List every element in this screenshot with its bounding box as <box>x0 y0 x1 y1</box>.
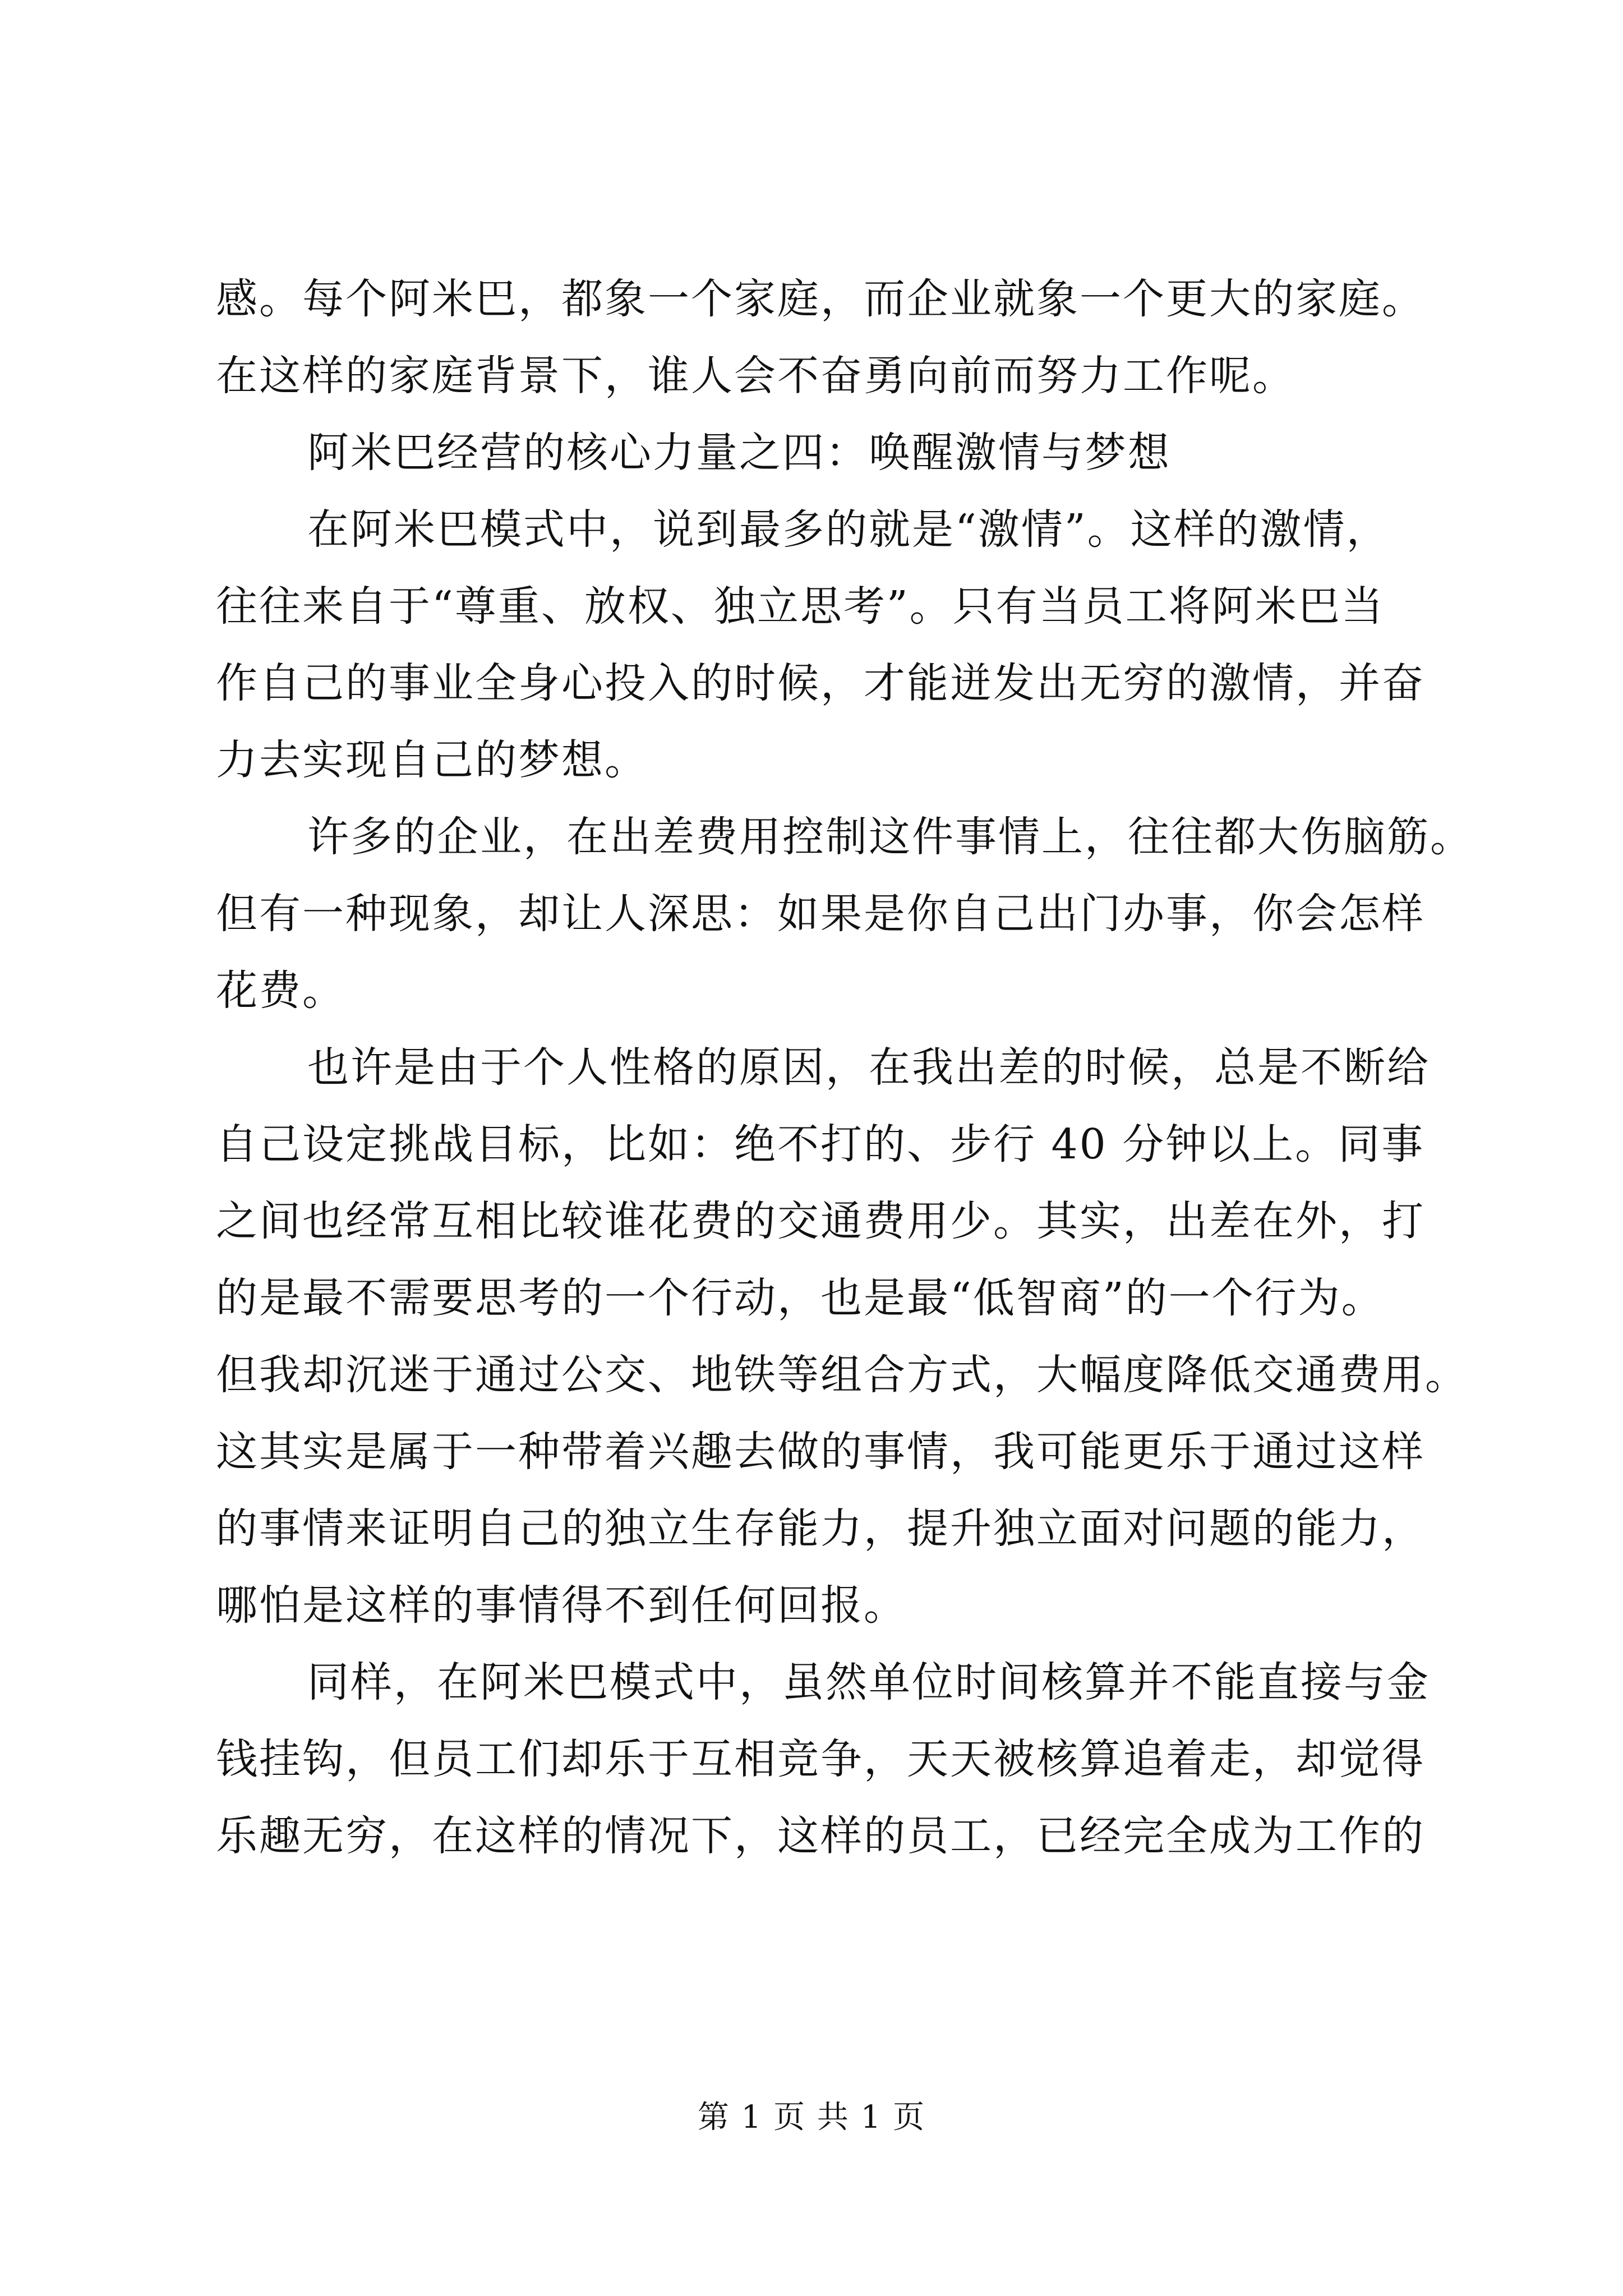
text-line: 的是最不需要思考的一个行动，也是最“低智商”的一个行为。 <box>216 1274 1385 1322</box>
text-line: 同样，在阿米巴模式中，虽然单位时间核算并不能直接与金 <box>307 1658 1430 1706</box>
text-line: 但有一种现象，却让人深思：如果是你自己出门办事，你会怎样 <box>216 890 1425 938</box>
text-line: 的事情来证明自己的独立生存能力，提升独立面对问题的能力， <box>216 1504 1425 1553</box>
body-text <box>216 261 1473 1875</box>
text-line: 之间也经常互相比较谁花费的交通费用少。其实，出差在外，打 <box>216 1197 1425 1245</box>
text-line: 力去实现自己的梦想。 <box>216 736 648 784</box>
text-line: 感。每个阿米巴，都象一个家庭，而企业就象一个更大的家庭。 <box>216 275 1425 323</box>
text-line: 许多的企业，在出差费用控制这件事情上，往往都大伤脑筋。 <box>307 813 1473 861</box>
text-line: 花费。 <box>216 967 345 1015</box>
text-line: 在阿米巴模式中，说到最多的就是“激情”。这样的激情， <box>307 505 1390 554</box>
text-line: 乐趣无穷，在这样的情况下，这样的员工，已经完全成为工作的 <box>216 1812 1425 1860</box>
text-line: 但我却沉迷于通过公交、地铁等组合方式，大幅度降低交通费用。 <box>216 1351 1468 1399</box>
text-line: 这其实是属于一种带着兴趣去做的事情，我可能更乐于通过这样 <box>216 1428 1425 1476</box>
page-number-label: 第 1 页 共 1 页 <box>697 2099 926 2136</box>
text-line: 在这样的家庭背景下，谁人会不奋勇向前而努力工作呢。 <box>216 352 1295 400</box>
text-line: 哪怕是这样的事情得不到任何回报。 <box>216 1581 907 1630</box>
text-line: 也许是由于个人性格的原因，在我出差的时候，总是不断给 <box>307 1043 1430 1092</box>
text-line: 往往来自于“尊重、放权、独立思考”。只有当员工将阿米巴当 <box>216 582 1385 631</box>
text-line: 钱挂钩，但员工们却乐于互相竞争，天天被核算追着走，却觉得 <box>216 1735 1425 1783</box>
text-line: 作自己的事业全身心投入的时候，才能迸发出无穷的激情，并奋 <box>216 659 1425 707</box>
text-line: 自己设定挑战目标，比如：绝不打的、步行 40 分钟以上。同事 <box>216 1120 1425 1168</box>
page-footer <box>0 2098 1623 2137</box>
section-heading: 阿米巴经营的核心力量之四：唤醒激情与梦想 <box>307 429 1171 477</box>
